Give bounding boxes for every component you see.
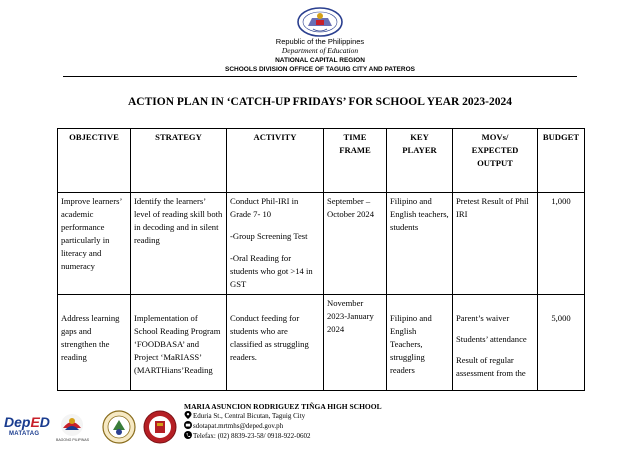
header-movs-line2: EXPECTED xyxy=(471,145,519,155)
movs-item: Students’ attendance xyxy=(456,334,527,344)
action-plan-table xyxy=(57,128,585,391)
cell-budget: 5,000 xyxy=(538,295,585,391)
division-seal-logo xyxy=(102,410,136,444)
division-text: SCHOOLS DIVISION OFFICE OF TAGUIG CITY AND PATEROS xyxy=(225,66,415,73)
deped-seal-logo xyxy=(295,5,345,37)
movs-item: Parent’s waiver xyxy=(456,313,510,323)
header-time-line1: TIME xyxy=(343,132,367,142)
header-objective: OBJECTIVE xyxy=(58,129,131,193)
school-name: MARIA ASUNCION RODRIGUEZ TIÑGA HIGH SCHOOL xyxy=(184,402,382,411)
cell-time-frame: September – October 2024 xyxy=(324,193,387,295)
cell-strategy: Identify the learners’ level of reading skill both in decoding and in silent reading xyxy=(131,193,227,295)
bagong-pilipinas-logo xyxy=(57,412,87,438)
cell-strategy: Implementation of School Reading Program ‘FOODBASA’ and Project ‘MaRIASS’ (MARTHians’Reading xyxy=(131,295,227,391)
matatag-logo-text: MATATAG xyxy=(9,431,40,437)
cell-budget: 1,000 xyxy=(538,193,585,295)
header-budget: BUDGET xyxy=(538,129,585,193)
header-time-line2: FRAME xyxy=(339,145,371,155)
header-movs xyxy=(453,129,538,193)
activity-item: Conduct Phil-IRI in Grade 7- 10 xyxy=(230,196,299,219)
phone-line xyxy=(184,431,311,441)
activity-item: -Oral Reading for students who got >14 in GST xyxy=(230,253,313,289)
cell-key-player: Filipino and English teachers, students xyxy=(387,193,453,295)
cell-activity: Conduct feeding for students who are classified as struggling readers. xyxy=(227,295,324,391)
phone-icon xyxy=(184,431,192,439)
school-seal-logo xyxy=(143,410,177,444)
bagong-pilipinas-text: BAGONG PILIPINAS xyxy=(56,438,90,442)
footer xyxy=(0,400,640,453)
email-icon xyxy=(184,421,192,429)
republic-text: Republic of the Philippines xyxy=(275,37,365,46)
location-pin-icon xyxy=(184,411,192,419)
header-movs-line3: OUTPUT xyxy=(477,158,513,168)
activity-item: -Group Screening Test xyxy=(230,231,308,241)
table-row xyxy=(58,295,585,391)
cell-objective: Improve learners’ academic performance particularly in literacy and numeracy xyxy=(58,193,131,295)
department-text: Department of Education xyxy=(281,46,359,55)
phone-text: Telefax: (02) 8839-23-58/ 0918-922-0602 xyxy=(193,432,311,440)
movs-item: Result of regular assessment from the xyxy=(456,355,526,378)
cell-key-player: Filipino and English Teachers, struggling readers xyxy=(387,295,453,391)
page-title: ACTION PLAN IN ‘CATCH-UP FRIDAYS’ FOR SCHOOL YEAR 2023-2024 xyxy=(128,96,512,108)
address-line xyxy=(184,411,305,421)
table-header-row xyxy=(58,129,585,193)
table-row xyxy=(58,193,585,295)
header-divider xyxy=(63,76,577,77)
header-movs-line1: MOVs/ xyxy=(481,132,509,142)
email-line xyxy=(184,421,283,431)
cell-movs: Pretest Result of Phil IRI xyxy=(453,193,538,295)
cell-movs xyxy=(453,295,538,391)
header-time-frame xyxy=(324,129,387,193)
header-activity: ACTIVITY xyxy=(227,129,324,193)
header-key-line2: PLAYER xyxy=(402,145,437,155)
deped-logo: DepED xyxy=(4,414,50,430)
cell-time-frame: November 2023-January 2024 xyxy=(324,295,387,391)
email-text[interactable]: sdotapat.mrtmhs@deped.gov.ph xyxy=(193,422,284,430)
address-text: Eduria St., Central Bicutan, Taguig City xyxy=(193,412,306,420)
header-key-line1: KEY xyxy=(410,132,429,142)
cell-objective: Address learning gaps and strengthen the reading xyxy=(58,295,131,391)
header-strategy: STRATEGY xyxy=(131,129,227,193)
header-key-player xyxy=(387,129,453,193)
region-text: NATIONAL CAPITAL REGION xyxy=(275,57,365,64)
cell-activity xyxy=(227,193,324,295)
